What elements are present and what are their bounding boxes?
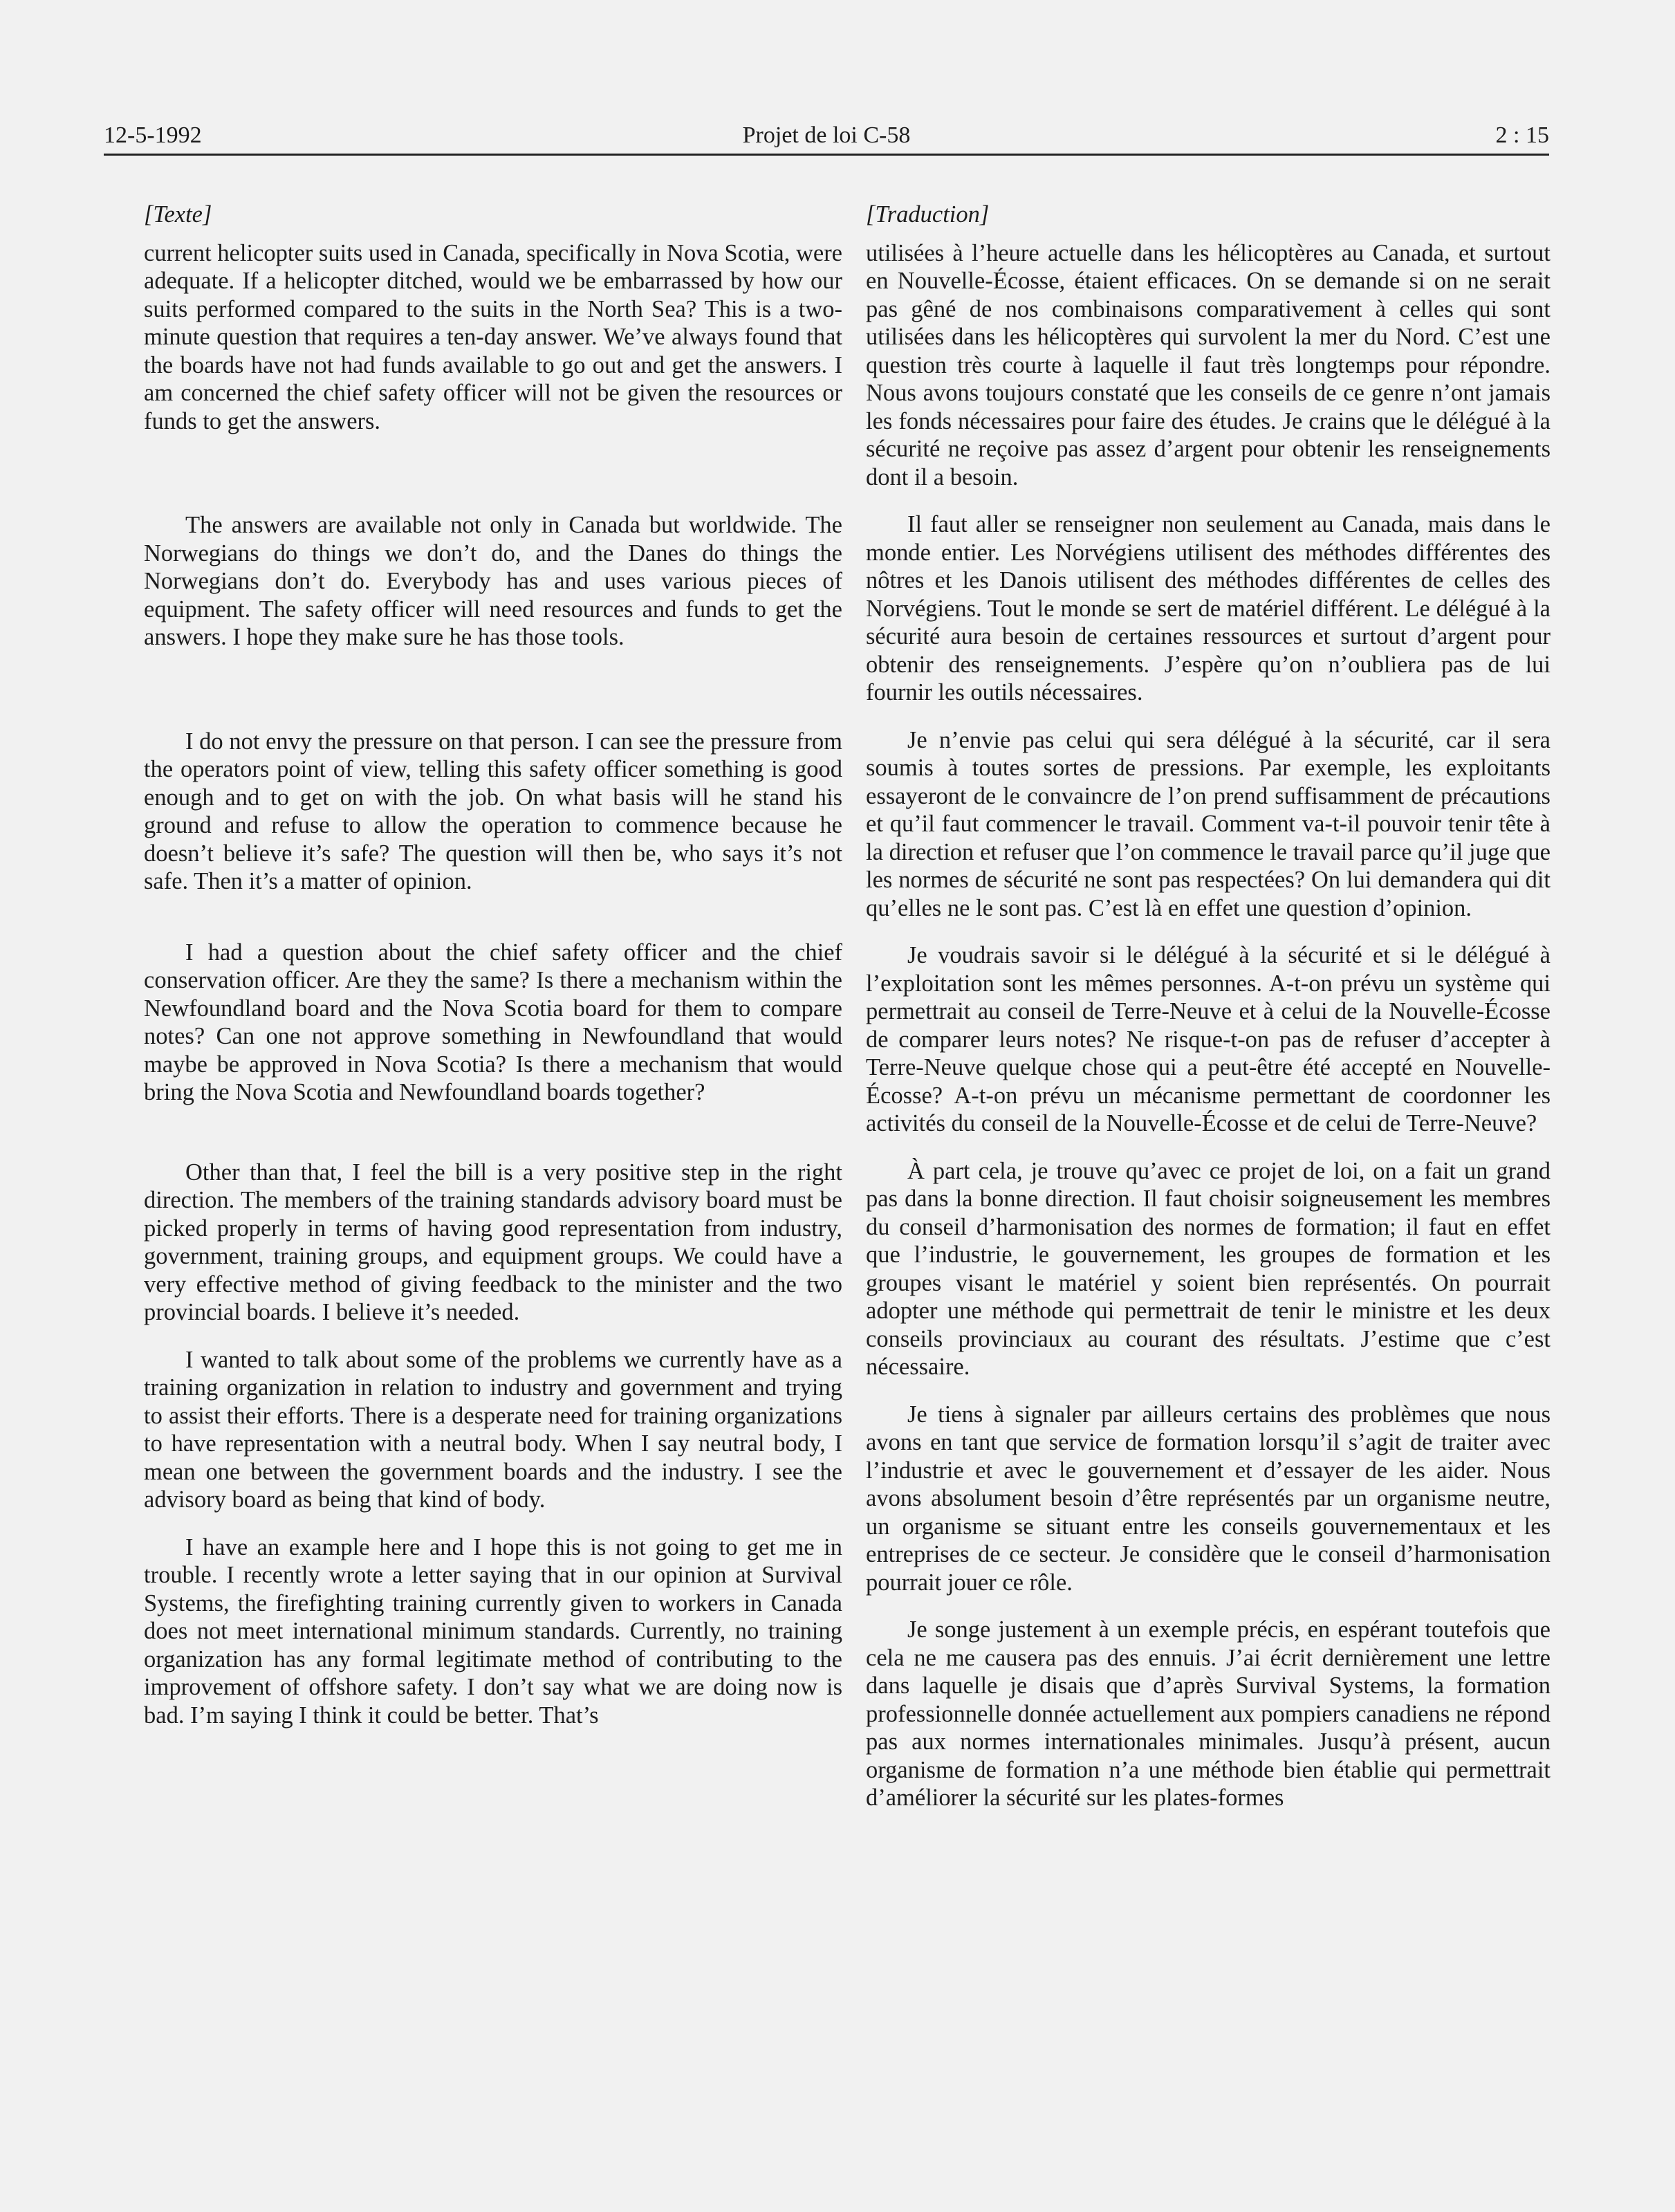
- french-column-label: [Traduction]: [866, 201, 990, 228]
- english-paragraph: The answers are available not only in Canada but worldwide. The Norwegians do things we don’t do, and the Danes do things the Norwegians don’t do. Everybody has and uses various pieces of equipment. The safety officer will need resources and funds to get the answers. I hope they make sure he has those tools.: [144, 512, 842, 650]
- page-header: [104, 118, 1549, 154]
- french-paragraph: Je n’envie pas celui qui sera délégué à la sécurité, car il sera soumis à toutes sortes de pressions. Par exemple, les exploitants essayeront de le convaincre de l’on prend suffisamment de précautions et qu’il faut commencer le travail. Comment va-t-il pouvoir tenir tête à la direction et refuser que l’on commence le travail parce qu’il juge que les normes de sécurité ne sont pas respectées? On lui demandera qui dit qu’elles ne le sont pas. C’est là en effet une question d’opinion.: [866, 726, 1551, 921]
- english-column-label: [Texte]: [144, 201, 212, 228]
- header-date: 12-5-1992: [104, 122, 202, 148]
- english-column: [144, 187, 842, 1729]
- english-paragraph: current helicopter suits used in Canada, specifically in Nova Scotia, were adequate. If a helicopter ditched, would we be embarrassed by how our suits performed compared to the suits in the North Sea? This is a two-minute question that requires a ten-day answer. We’ve always found that the boards have not had funds available to go out and get the answers. I am concerned the chief safety officer will not be given the resources or funds to get the answers.: [144, 239, 842, 434]
- header-title: Projet de loi C-58: [742, 122, 911, 148]
- header-page-number: 2 : 15: [1495, 122, 1549, 148]
- french-paragraph: utilisées à l’heure actuelle dans les hélicoptères au Canada, et surtout en Nouvelle-Écosse, étaient efficaces. On se demande si on ne serait pas gêné de nos combinaisons comparativement à celles qui sont utilisées dans les hélicoptères qui survolent la mer du Nord. C’est une question très courte à laquelle il faut très longtemps pour répondre. Nous avons toujours constaté que les conseils de ce genre n’ont jamais les fonds nécessaires pour faire des études. Je crains que le délégué à la sécurité ne reçoive pas assez d’argent pour obtenir les renseignements dont il a besoin.: [866, 239, 1551, 490]
- header-divider: [104, 154, 1549, 156]
- french-paragraph: Il faut aller se renseigner non seulement au Canada, mais dans le monde entier. Les Norvégiens utilisent des méthodes différentes des nôtres et les Danois utilisent des méthodes différentes de celles des Norvégiens. Tout le monde se sert de matériel différent. Le délégué à la sécurité aura besoin de certaines ressources et surtout d’argent pour obtenir des renseignements. J’espère qu’on n’oubliera pas de lui fournir les outils nécessaires.: [866, 511, 1551, 706]
- french-paragraph: À part cela, je trouve qu’avec ce projet de loi, on a fait un grand pas dans la bonne direction. Il faut choisir soigneusement les membres du conseil d’harmonisation des normes de formation; il faut en effet que l’industrie, le gouvernement, les groupes de formation et les groupes visant le matériel y soient bien représentés. On pourrait adopter une méthode qui permettrait de tenir le ministre et les deux conseils provinciaux au courant des résultats. J’estime que c’est nécessaire.: [866, 1157, 1551, 1380]
- english-paragraph: I do not envy the pressure on that person. I can see the pressure from the operators point of view, telling this safety officer something is good enough and to get on with the job. On what basis will he stand his ground and refuse to allow the operation to commence because he doesn’t believe it’s safe? The question will then be, who says it’s not safe. Then it’s a matter of opinion.: [144, 728, 842, 894]
- french-paragraph: Je tiens à signaler par ailleurs certains des problèmes que nous avons en tant que service de formation lorsqu’il s’agit de traiter avec l’industrie et avec le gouvernement et d’essayer de les aider. Nous avons absolument besoin d’être représentés par un organisme neutre, un organisme se situant entre les conseils gouvernementaux et les entreprises de ce secteur. Je considère que le conseil d’harmonisation pourrait jouer ce rôle.: [866, 1401, 1551, 1596]
- english-paragraph: I had a question about the chief safety officer and the chief conservation officer. Are they the same? Is there a mechanism within the Newfoundland board and the Nova Scotia board for them to compare notes? Can one not approve something in Newfoundland that would maybe be approved in Nova Scotia? Is there a mechanism that would bring the Nova Scotia and Newfoundland boards together?: [144, 939, 842, 1105]
- english-paragraph: I wanted to talk about some of the problems we currently have as a training organization in relation to industry and government and trying to assist their efforts. There is a desperate need for training organizations to have representation with a neutral body. When I say neutral body, I mean one between the government boards and the industry. I see the advisory board as being that kind of body.: [144, 1346, 842, 1513]
- french-paragraph: Je voudrais savoir si le délégué à la sécurité et si le délégué à l’exploitation sont les mêmes personnes. A-t-on prévu un système qui permettrait au conseil de Terre-Neuve et à celui de la Nouvelle-Écosse de comparer leurs notes? Ne risque-t-on pas de refuser d’accepter à Terre-Neuve quelque chose qui a peut-être été accepté en Nouvelle-Écosse? A-t-on prévu un mécanisme permettant de coordonner les activités du conseil de la Nouvelle-Écosse et de celui de Terre-Neuve?: [866, 942, 1551, 1136]
- french-column: [866, 187, 1551, 1812]
- english-paragraph: I have an example here and I hope this is not going to get me in trouble. I recently wrote a letter saying that in our opinion at Survival Systems, the firefighting training currently given to workers in Canada does not meet international minimum standards. Currently, no training organization has any formal legitimate method of contributing to the improvement of offshore safety. I don’t say what we are doing now is bad. I’m saying I think it could be better. That’s: [144, 1533, 842, 1729]
- english-paragraph: Other than that, I feel the bill is a very positive step in the right direction. The members of the training standards advisory board must be picked properly in terms of having good representation from industry, government, training groups, and equipment groups. We could have a very effective method of giving feedback to the minister and the two provincial boards. I believe it’s needed.: [144, 1159, 842, 1325]
- french-paragraph: Je songe justement à un exemple précis, en espérant toutefois que cela ne me causera pas des ennuis. J’ai écrit dernièrement une lettre dans laquelle je disais que d’après Survival Systems, la formation professionnelle donnée actuellement aux pompiers canadiens ne répond pas aux normes internationales minimales. Jusqu’à présent, aucun organisme de formation n’a une méthode bien établie qui permettrait d’améliorer la sécurité sur les plates-formes: [866, 1616, 1551, 1811]
